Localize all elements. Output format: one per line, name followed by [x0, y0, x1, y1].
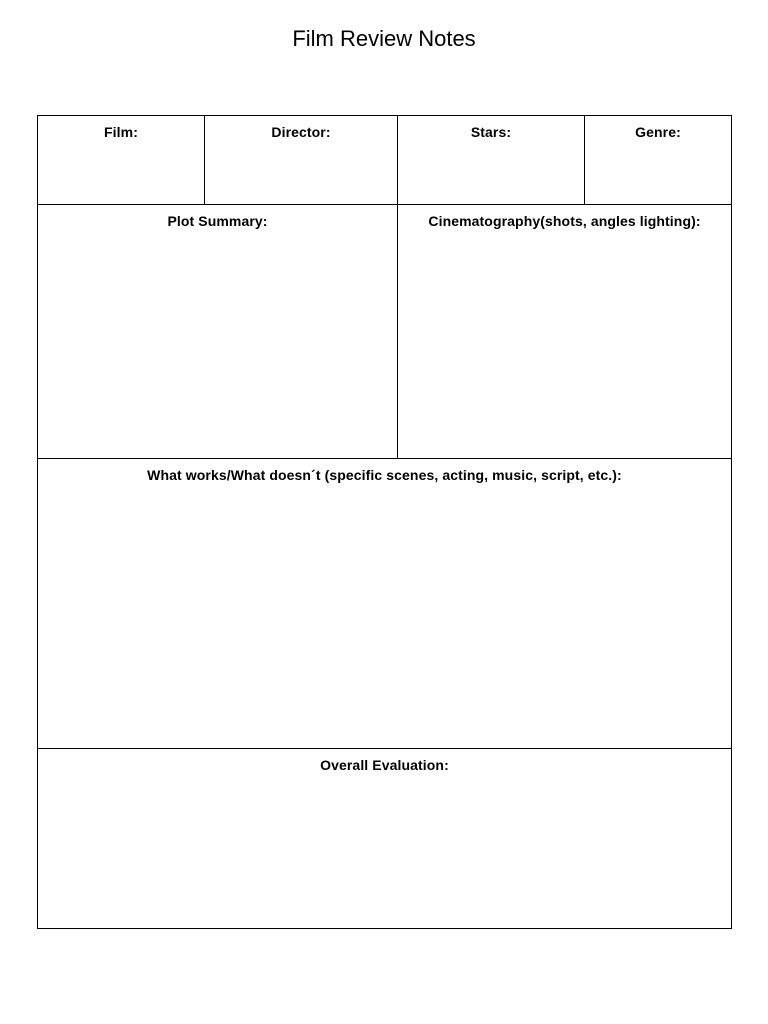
plot-summary-label: Plot Summary:: [167, 213, 268, 229]
genre-label: Genre:: [635, 124, 681, 140]
director-label: Director:: [271, 124, 331, 140]
overall-evaluation-row: [38, 749, 731, 929]
page-title: Film Review Notes: [292, 26, 476, 51]
header-row: [38, 116, 731, 205]
film-label: Film:: [104, 124, 138, 140]
what-works-label: What works/What doesn´t (specific scenes, acting, music, script, etc.):: [147, 467, 622, 483]
overall-evaluation-label: Overall Evaluation:: [320, 757, 449, 773]
what-works-row: [38, 459, 731, 749]
overall-evaluation-cell[interactable]: [38, 749, 731, 929]
plot-summary-cell[interactable]: [38, 205, 398, 458]
cinematography-cell[interactable]: [398, 205, 731, 458]
director-cell[interactable]: [205, 116, 398, 204]
plot-cinematography-row: [38, 205, 731, 459]
what-works-cell[interactable]: [38, 459, 731, 748]
review-worksheet-table: [37, 115, 732, 929]
stars-cell[interactable]: [398, 116, 585, 204]
genre-cell[interactable]: [585, 116, 731, 204]
cinematography-label: Cinematography(shots, angles lighting):: [428, 213, 701, 229]
stars-label: Stars:: [470, 124, 512, 140]
film-cell[interactable]: [38, 116, 205, 204]
